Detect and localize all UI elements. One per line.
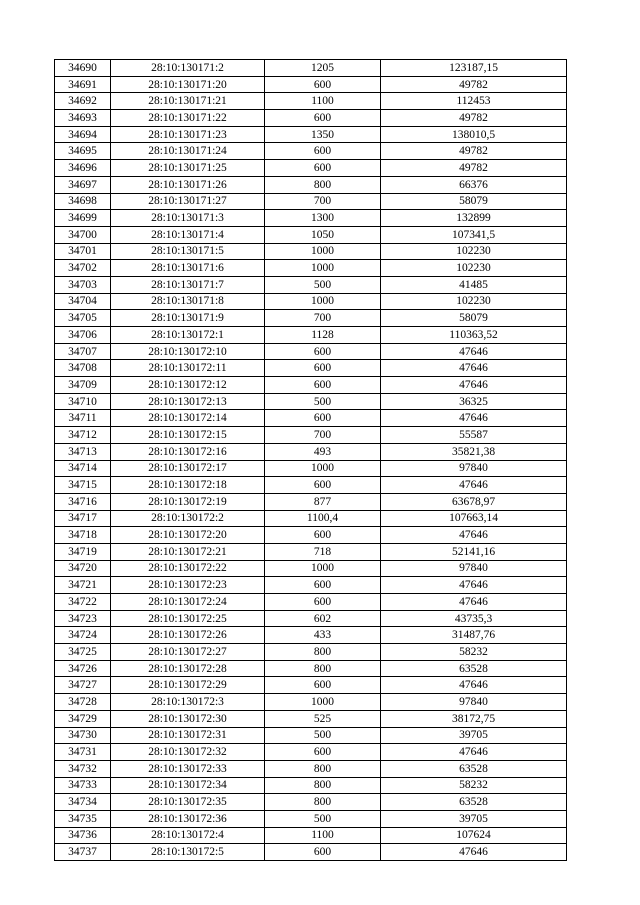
table-body (55, 60, 567, 861)
value-cell: 58232 (381, 777, 567, 794)
cadastral-number-cell: 28:10:130172:21 (111, 543, 265, 560)
value-cell: 49782 (381, 110, 567, 127)
area-cell: 1100 (265, 93, 381, 110)
table-row (55, 694, 567, 711)
cadastral-number-cell: 28:10:130172:5 (111, 844, 265, 861)
cadastral-number-cell: 28:10:130171:27 (111, 193, 265, 210)
value-cell: 97840 (381, 460, 567, 477)
area-cell: 1000 (265, 560, 381, 577)
cadastral-number-cell: 28:10:130172:18 (111, 477, 265, 494)
row-number-cell: 34731 (55, 744, 111, 761)
row-number-cell: 34721 (55, 577, 111, 594)
value-cell: 63528 (381, 660, 567, 677)
table-row (55, 777, 567, 794)
area-cell: 500 (265, 276, 381, 293)
value-cell: 36325 (381, 393, 567, 410)
cadastral-table (54, 59, 567, 861)
value-cell: 47646 (381, 527, 567, 544)
area-cell: 877 (265, 493, 381, 510)
row-number-cell: 34715 (55, 477, 111, 494)
area-cell: 800 (265, 794, 381, 811)
table-row (55, 477, 567, 494)
table-row (55, 493, 567, 510)
row-number-cell: 34722 (55, 594, 111, 611)
table-row (55, 226, 567, 243)
area-cell: 1100,4 (265, 510, 381, 527)
table-row (55, 176, 567, 193)
value-cell: 112453 (381, 93, 567, 110)
cadastral-number-cell: 28:10:130172:14 (111, 410, 265, 427)
area-cell: 700 (265, 427, 381, 444)
value-cell: 47646 (381, 360, 567, 377)
area-cell: 600 (265, 76, 381, 93)
value-cell: 107341,5 (381, 226, 567, 243)
row-number-cell: 34690 (55, 60, 111, 77)
cadastral-number-cell: 28:10:130172:10 (111, 343, 265, 360)
area-cell: 600 (265, 377, 381, 394)
cadastral-number-cell: 28:10:130172:17 (111, 460, 265, 477)
table-row (55, 610, 567, 627)
cadastral-number-cell: 28:10:130171:9 (111, 310, 265, 327)
area-cell: 1300 (265, 210, 381, 227)
table-row (55, 143, 567, 160)
value-cell: 107663,14 (381, 510, 567, 527)
table-row (55, 744, 567, 761)
row-number-cell: 34723 (55, 610, 111, 627)
area-cell: 800 (265, 760, 381, 777)
row-number-cell: 34734 (55, 794, 111, 811)
value-cell: 47646 (381, 477, 567, 494)
value-cell: 31487,76 (381, 627, 567, 644)
table-row (55, 377, 567, 394)
cadastral-number-cell: 28:10:130171:5 (111, 243, 265, 260)
value-cell: 49782 (381, 143, 567, 160)
cadastral-number-cell: 28:10:130171:26 (111, 176, 265, 193)
row-number-cell: 34708 (55, 360, 111, 377)
cadastral-number-cell: 28:10:130171:6 (111, 260, 265, 277)
area-cell: 600 (265, 360, 381, 377)
cadastral-number-cell: 28:10:130172:13 (111, 393, 265, 410)
row-number-cell: 34700 (55, 226, 111, 243)
table-row (55, 510, 567, 527)
table-row (55, 260, 567, 277)
table-row (55, 827, 567, 844)
row-number-cell: 34736 (55, 827, 111, 844)
table-row (55, 360, 567, 377)
row-number-cell: 34696 (55, 160, 111, 177)
cadastral-number-cell: 28:10:130171:20 (111, 76, 265, 93)
area-cell: 500 (265, 727, 381, 744)
row-number-cell: 34693 (55, 110, 111, 127)
value-cell: 132899 (381, 210, 567, 227)
value-cell: 58079 (381, 310, 567, 327)
cadastral-number-cell: 28:10:130171:3 (111, 210, 265, 227)
row-number-cell: 34719 (55, 543, 111, 560)
row-number-cell: 34710 (55, 393, 111, 410)
area-cell: 600 (265, 410, 381, 427)
value-cell: 47646 (381, 343, 567, 360)
value-cell: 66376 (381, 176, 567, 193)
table-row (55, 560, 567, 577)
area-cell: 1050 (265, 226, 381, 243)
area-cell: 1000 (265, 694, 381, 711)
area-cell: 1350 (265, 126, 381, 143)
row-number-cell: 34701 (55, 243, 111, 260)
cadastral-number-cell: 28:10:130172:29 (111, 677, 265, 694)
area-cell: 800 (265, 660, 381, 677)
row-number-cell: 34718 (55, 527, 111, 544)
value-cell: 52141,16 (381, 543, 567, 560)
value-cell: 35821,38 (381, 443, 567, 460)
cadastral-number-cell: 28:10:130172:31 (111, 727, 265, 744)
area-cell: 433 (265, 627, 381, 644)
area-cell: 1000 (265, 260, 381, 277)
table-row (55, 443, 567, 460)
row-number-cell: 34699 (55, 210, 111, 227)
row-number-cell: 34709 (55, 377, 111, 394)
row-number-cell: 34694 (55, 126, 111, 143)
cadastral-number-cell: 28:10:130172:27 (111, 644, 265, 661)
table-row (55, 810, 567, 827)
row-number-cell: 34727 (55, 677, 111, 694)
table-row (55, 677, 567, 694)
area-cell: 1000 (265, 293, 381, 310)
cadastral-number-cell: 28:10:130172:30 (111, 710, 265, 727)
cadastral-number-cell: 28:10:130172:3 (111, 694, 265, 711)
cadastral-number-cell: 28:10:130172:11 (111, 360, 265, 377)
row-number-cell: 34729 (55, 710, 111, 727)
value-cell: 110363,52 (381, 327, 567, 344)
row-number-cell: 34717 (55, 510, 111, 527)
value-cell: 63528 (381, 760, 567, 777)
table-row (55, 427, 567, 444)
row-number-cell: 34713 (55, 443, 111, 460)
value-cell: 49782 (381, 76, 567, 93)
table-row (55, 594, 567, 611)
value-cell: 107624 (381, 827, 567, 844)
area-cell: 800 (265, 176, 381, 193)
area-cell: 600 (265, 527, 381, 544)
cadastral-number-cell: 28:10:130171:8 (111, 293, 265, 310)
value-cell: 63678,97 (381, 493, 567, 510)
row-number-cell: 34712 (55, 427, 111, 444)
table-row (55, 527, 567, 544)
value-cell: 41485 (381, 276, 567, 293)
value-cell: 97840 (381, 694, 567, 711)
table-row (55, 193, 567, 210)
row-number-cell: 34733 (55, 777, 111, 794)
area-cell: 600 (265, 594, 381, 611)
row-number-cell: 34703 (55, 276, 111, 293)
table-row (55, 577, 567, 594)
cadastral-number-cell: 28:10:130172:25 (111, 610, 265, 627)
cadastral-number-cell: 28:10:130172:36 (111, 810, 265, 827)
row-number-cell: 34716 (55, 493, 111, 510)
value-cell: 43735,3 (381, 610, 567, 627)
row-number-cell: 34735 (55, 810, 111, 827)
row-number-cell: 34720 (55, 560, 111, 577)
table-row (55, 276, 567, 293)
value-cell: 38172,75 (381, 710, 567, 727)
row-number-cell: 34726 (55, 660, 111, 677)
cadastral-number-cell: 28:10:130172:19 (111, 493, 265, 510)
row-number-cell: 34711 (55, 410, 111, 427)
row-number-cell: 34728 (55, 694, 111, 711)
cadastral-number-cell: 28:10:130172:23 (111, 577, 265, 594)
cadastral-number-cell: 28:10:130172:15 (111, 427, 265, 444)
table-row (55, 660, 567, 677)
table-row (55, 727, 567, 744)
value-cell: 39705 (381, 810, 567, 827)
area-cell: 800 (265, 777, 381, 794)
table-row (55, 160, 567, 177)
row-number-cell: 34714 (55, 460, 111, 477)
table-row (55, 327, 567, 344)
cadastral-number-cell: 28:10:130172:33 (111, 760, 265, 777)
area-cell: 600 (265, 744, 381, 761)
value-cell: 47646 (381, 844, 567, 861)
value-cell: 47646 (381, 377, 567, 394)
area-cell: 600 (265, 477, 381, 494)
table-row (55, 410, 567, 427)
table-row (55, 60, 567, 77)
area-cell: 602 (265, 610, 381, 627)
area-cell: 600 (265, 160, 381, 177)
area-cell: 600 (265, 677, 381, 694)
row-number-cell: 34707 (55, 343, 111, 360)
cadastral-number-cell: 28:10:130172:22 (111, 560, 265, 577)
row-number-cell: 34692 (55, 93, 111, 110)
value-cell: 102230 (381, 260, 567, 277)
cadastral-number-cell: 28:10:130171:25 (111, 160, 265, 177)
table-row (55, 310, 567, 327)
value-cell: 63528 (381, 794, 567, 811)
table-row (55, 844, 567, 861)
value-cell: 58079 (381, 193, 567, 210)
cadastral-number-cell: 28:10:130171:22 (111, 110, 265, 127)
table-row (55, 93, 567, 110)
row-number-cell: 34705 (55, 310, 111, 327)
value-cell: 55587 (381, 427, 567, 444)
value-cell: 47646 (381, 594, 567, 611)
area-cell: 525 (265, 710, 381, 727)
cadastral-number-cell: 28:10:130172:35 (111, 794, 265, 811)
table-row (55, 543, 567, 560)
table-row (55, 76, 567, 93)
cadastral-number-cell: 28:10:130171:7 (111, 276, 265, 293)
area-cell: 700 (265, 310, 381, 327)
cadastral-number-cell: 28:10:130171:4 (111, 226, 265, 243)
table-row (55, 794, 567, 811)
area-cell: 718 (265, 543, 381, 560)
value-cell: 102230 (381, 243, 567, 260)
area-cell: 1128 (265, 327, 381, 344)
cadastral-number-cell: 28:10:130172:24 (111, 594, 265, 611)
value-cell: 97840 (381, 560, 567, 577)
area-cell: 500 (265, 810, 381, 827)
area-cell: 600 (265, 577, 381, 594)
row-number-cell: 34691 (55, 76, 111, 93)
area-cell: 600 (265, 110, 381, 127)
table-row (55, 293, 567, 310)
table-row (55, 627, 567, 644)
row-number-cell: 34724 (55, 627, 111, 644)
cadastral-number-cell: 28:10:130171:24 (111, 143, 265, 160)
row-number-cell: 34702 (55, 260, 111, 277)
area-cell: 600 (265, 143, 381, 160)
table-row (55, 710, 567, 727)
value-cell: 47646 (381, 677, 567, 694)
area-cell: 1000 (265, 460, 381, 477)
row-number-cell: 34732 (55, 760, 111, 777)
table-row (55, 644, 567, 661)
cadastral-number-cell: 28:10:130172:4 (111, 827, 265, 844)
area-cell: 1000 (265, 243, 381, 260)
cadastral-number-cell: 28:10:130171:23 (111, 126, 265, 143)
row-number-cell: 34737 (55, 844, 111, 861)
table-row (55, 210, 567, 227)
area-cell: 1100 (265, 827, 381, 844)
table-row (55, 343, 567, 360)
row-number-cell: 34695 (55, 143, 111, 160)
area-cell: 493 (265, 443, 381, 460)
area-cell: 500 (265, 393, 381, 410)
value-cell: 138010,5 (381, 126, 567, 143)
value-cell: 47646 (381, 410, 567, 427)
area-cell: 800 (265, 644, 381, 661)
row-number-cell: 34725 (55, 644, 111, 661)
row-number-cell: 34698 (55, 193, 111, 210)
value-cell: 49782 (381, 160, 567, 177)
value-cell: 58232 (381, 644, 567, 661)
table-row (55, 110, 567, 127)
row-number-cell: 34704 (55, 293, 111, 310)
value-cell: 102230 (381, 293, 567, 310)
cadastral-number-cell: 28:10:130172:26 (111, 627, 265, 644)
row-number-cell: 34730 (55, 727, 111, 744)
cadastral-number-cell: 28:10:130172:16 (111, 443, 265, 460)
value-cell: 47646 (381, 744, 567, 761)
cadastral-number-cell: 28:10:130171:21 (111, 93, 265, 110)
area-cell: 700 (265, 193, 381, 210)
row-number-cell: 34697 (55, 176, 111, 193)
table-row (55, 460, 567, 477)
area-cell: 600 (265, 844, 381, 861)
cadastral-number-cell: 28:10:130171:2 (111, 60, 265, 77)
area-cell: 1205 (265, 60, 381, 77)
cadastral-number-cell: 28:10:130172:20 (111, 527, 265, 544)
table-row (55, 393, 567, 410)
document-page (54, 59, 566, 861)
table-row (55, 243, 567, 260)
cadastral-number-cell: 28:10:130172:32 (111, 744, 265, 761)
cadastral-number-cell: 28:10:130172:28 (111, 660, 265, 677)
cadastral-number-cell: 28:10:130172:34 (111, 777, 265, 794)
cadastral-number-cell: 28:10:130172:2 (111, 510, 265, 527)
cadastral-number-cell: 28:10:130172:1 (111, 327, 265, 344)
value-cell: 39705 (381, 727, 567, 744)
area-cell: 600 (265, 343, 381, 360)
table-row (55, 126, 567, 143)
value-cell: 47646 (381, 577, 567, 594)
value-cell: 123187,15 (381, 60, 567, 77)
table-row (55, 760, 567, 777)
row-number-cell: 34706 (55, 327, 111, 344)
cadastral-number-cell: 28:10:130172:12 (111, 377, 265, 394)
